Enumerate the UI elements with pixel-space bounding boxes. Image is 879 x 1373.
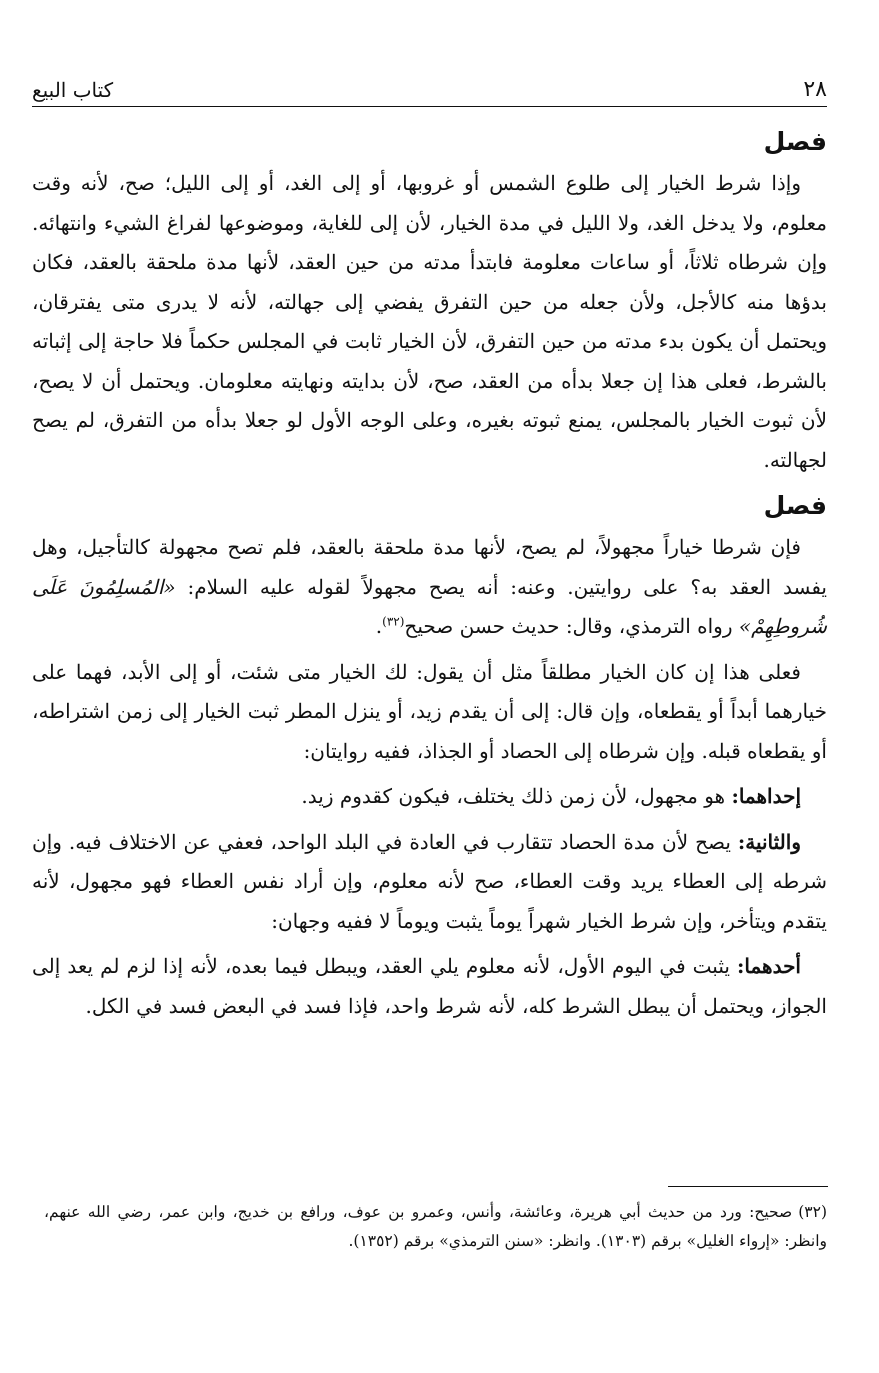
paragraph-end: .	[375, 614, 383, 638]
paragraph-text: رواه الترمذي، وقال: حديث حسن صحيح	[404, 614, 739, 638]
paragraph-text: فإن شرطا خياراً مجهولاً، لم يصح، لأنها مدة ملحقة بالعقد، فلم تصح مجهولة كالتأجيل، وهل يفسد العقد به؟ على روايتين. وعنه: أنه يصح مجهولاً لقوله عليه السلام:	[32, 535, 827, 599]
section-heading: فصل	[763, 491, 827, 520]
paragraph: وإذا شرط الخيار إلى طلوع الشمس أو غروبها، أو إلى الغد، أو إلى الليل؛ صح، لأنه وقت معلوم، ولا يدخل الغد، ولا الليل في مدة الخيار، لأن إلى للغاية، وموضوعها لفراغ الشيء وانتهائه. وإن شرطاه ثلاثاً، أو ساعات معلومة فابتدأ مدته من حين العقد، لأنها مدة ملحقة بالعقد، فكان بدؤها منه كالأجل، ولأن جعله من حين التفرق يفضي إلى جهالته، لأنه لا يدرى متى يفترقان، ويحتمل أن يكون بدء مدته من حين التفرق، لأن الخيار ثابت في المجلس حكماً فلا حاجة إلى إثباته بالشرط، فعلى هذا إن جعلا بدأه من العقد، صح، لأن بدايته ونهايته معلومان. ويحتمل أن لا يصح، لأن ثبوت الخيار بالمجلس، يمنع ثبوته بغيره، وعلى الوجه الأول لو جعلا بدأه من التفرق، لم يصح لجهالته.	[32, 171, 827, 472]
paragraph	[32, 528, 827, 647]
running-title: كتاب البيع	[32, 78, 114, 102]
paragraph-lead: أحدهما:	[736, 954, 801, 978]
page-number: ٢٨	[803, 77, 827, 102]
paragraph-text: يثبت في اليوم الأول، لأنه معلوم يلي العقد، ويبطل فيما بعده، لأنه إذا لزم لم يعد إلى الجواز، ويحتمل أن يبطل الشرط كله، لأنه شرط واحد، فإذا فسد في البعض فسد في الكل.	[32, 954, 827, 1018]
paragraph	[32, 823, 827, 942]
paragraph-lead: إحداهما:	[731, 784, 801, 808]
paragraph-text: يصح لأن مدة الحصاد تتقارب في العادة في البلد الواحد، فعفي عن الاختلاف فيه. وإن شرطه إلى العطاء يريد وقت العطاء، صح لأنه معلوم، وإن أراد نفس العطاء فهو مجهول، لأنه يتقدم ويتأخر، وإن شرط الخيار شهراً يوماً يثبت ويوماً لا ففيه وجهان:	[32, 829, 827, 933]
footnote-text: صحيح: ورد من حديث أبي هريرة، وعائشة، وأنس، وعمرو بن عوف، ورافع بن خديج، وابن عمر، رضي الله عنهم، وانظر: «إرواء الغليل» برقم (١٣٠٣). وانظر: «سنن الترمذي» برقم (١٣٥٢).	[44, 1203, 827, 1250]
paragraph: فعلى هذا إن كان الخيار مطلقاً مثل أن يقول: لك الخيار متى شئت، أو إلى الأبد، فهما على خيارهما أبداً أو يقطعاه، وإن قال: إلى أن يقدم زيد، أو ينزل المطر ثبت الخيار إلى زمن اشتراطه، أو يقطعاه قبله. وإن شرطاه إلى الحصاد أو الجذاذ، ففيه روايتان:	[32, 659, 827, 763]
page-header	[32, 58, 827, 102]
footnote	[44, 1198, 827, 1256]
section-heading: فصل	[763, 127, 827, 156]
paragraph-lead: والثانية:	[737, 829, 801, 854]
paragraph-text: هو مجهول، لأن زمن ذلك يختلف، فيكون كقدوم زيد.	[301, 784, 732, 808]
paragraph	[32, 777, 827, 817]
header-divider	[32, 106, 827, 107]
footnote-divider	[668, 1186, 828, 1187]
main-text	[32, 118, 827, 1032]
footnote-number: (٣٢)	[798, 1203, 827, 1221]
footnote-reference[interactable]: (٣٢)	[382, 614, 405, 629]
hadith-quote: «المُسلِمُونَ عَلَى شُروطِهِمْ»	[32, 574, 827, 638]
paragraph	[32, 947, 827, 1026]
